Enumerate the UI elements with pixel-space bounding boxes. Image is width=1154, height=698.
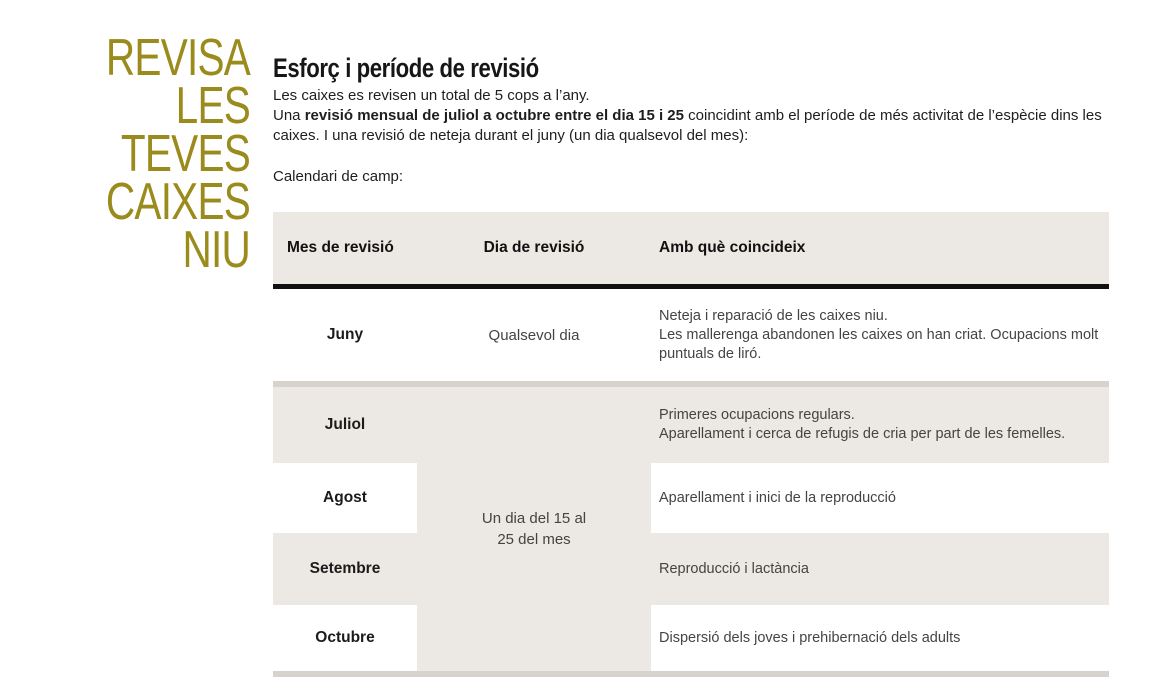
cell-desc: Reproducció i lactància <box>659 560 809 577</box>
cell-desc <box>651 406 1099 444</box>
table-bottom-rule <box>273 671 1109 677</box>
intro-line-2-pre: Una <box>273 107 305 124</box>
header-coincides: Amb què coincideix <box>659 239 806 256</box>
cell-desc: Dispersió dels joves i prehibernació dels adults <box>659 629 961 646</box>
section-content <box>273 50 1109 185</box>
cell-month: Setembre <box>309 560 381 577</box>
shared-day-text: Un dia del 15 al 25 del mes <box>481 510 587 548</box>
side-title <box>30 29 250 279</box>
intro-line-2-bold: revisió mensual de juliol a octubre entre el dia 15 i 25 <box>304 107 684 124</box>
table-row-juny <box>273 289 1109 387</box>
section-heading: Esforç i període de revisió <box>273 53 539 83</box>
cell-desc-line-2: Aparellament i cerca de refugis de cria per part de les femelles. <box>659 426 1066 442</box>
side-title-line-3: CAIXES NIU <box>105 173 250 279</box>
side-title-line-1: REVISA <box>105 29 250 87</box>
table-row-octubre <box>273 605 1109 671</box>
cell-shared-day <box>417 387 651 671</box>
table-body-jul-oct <box>273 387 1109 671</box>
table-row-juliol <box>273 387 1109 463</box>
calendar-label: Calendari de camp: <box>273 168 404 185</box>
intro-line-2-post: coincidint amb el període de més activitat de l’espècie dins les caixes. I una revisió de neteja durant el juny (un dia qualsevol del mes): <box>273 107 1102 144</box>
header-day: Dia de revisió <box>483 239 585 256</box>
cell-desc-line-1: Neteja i reparació de les caixes niu. <box>659 307 888 324</box>
table-header <box>273 212 1109 289</box>
cell-month: Octubre <box>315 629 375 646</box>
header-month: Mes de revisió <box>287 239 394 256</box>
table-row-agost <box>273 463 1109 533</box>
table-row-setembre <box>273 533 1109 605</box>
cell-desc <box>651 307 1109 364</box>
cell-month: Agost <box>323 489 367 506</box>
side-title-line-2: LES TEVES <box>120 77 250 183</box>
cell-day: Qualsevol dia <box>488 326 580 344</box>
cell-desc-line-1: Primeres ocupacions regulars. <box>659 407 855 423</box>
intro-line-1: Les caixes es revisen un total de 5 cops a l’any. <box>273 87 590 104</box>
revision-calendar-table <box>273 212 1109 671</box>
cell-month: Juliol <box>324 416 366 433</box>
cell-desc: Aparellament i inici de la reproducció <box>659 489 896 506</box>
cell-desc-line-2: Les mallerenga abandonen les caixes on han criat. Ocupacions molt puntuals de liró. <box>659 326 1099 362</box>
intro-line-2 <box>273 106 1109 146</box>
cell-month: Juny <box>326 326 364 343</box>
